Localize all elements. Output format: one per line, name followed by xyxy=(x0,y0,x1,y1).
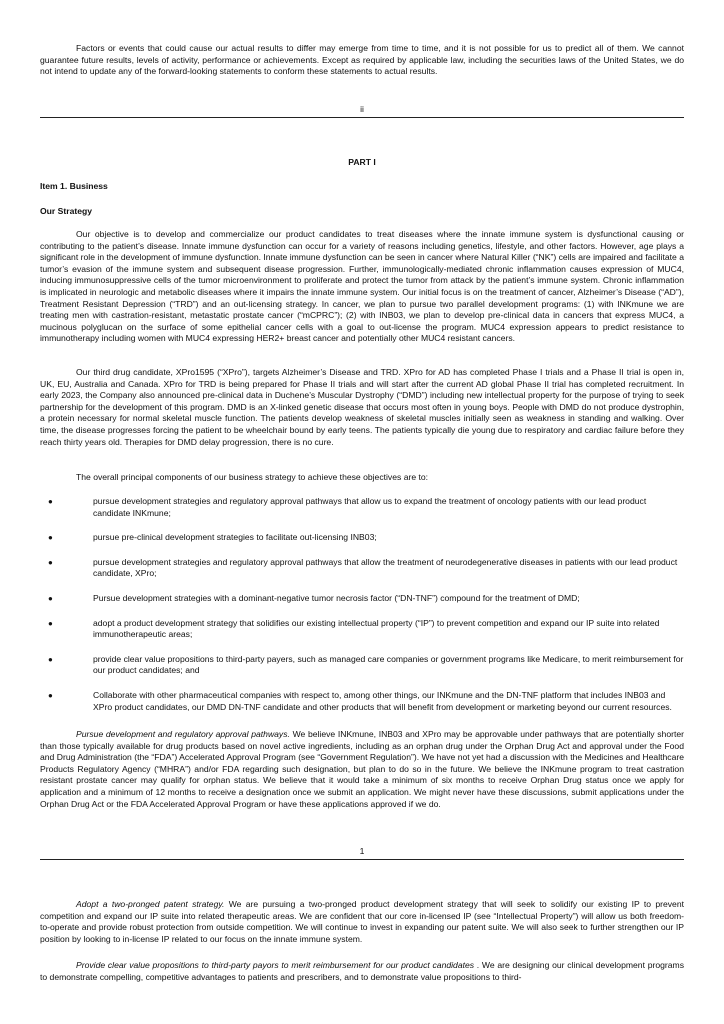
item-heading: Item 1. Business xyxy=(40,181,108,191)
pursue-block xyxy=(40,729,684,810)
bullet-text: adopt a product development strategy that solidifies our existing intellectual property (“IP”) to prevent competition and expand our IP suite into related immunotherapeutic areas; xyxy=(93,617,660,640)
bullet-dot-icon: ● xyxy=(48,533,53,543)
objective-block xyxy=(40,229,684,345)
strategy-bullet-item xyxy=(40,496,684,519)
bullet-text: Collaborate with other pharmaceutical companies with respect to, among other things, our INKmune and the DN-TNF platform that includes INB03 and XPro product candidates, our DMD DN-TNF candidate and other products that will benefit from development or marketing beyond our current resources. xyxy=(93,689,672,712)
page-number-ii: ii xyxy=(360,104,364,114)
bullet-dot-icon: ● xyxy=(48,593,53,603)
bullet-dot-icon: ● xyxy=(48,557,53,567)
strategy-bullet-item xyxy=(40,557,684,580)
bullet-text: pursue pre-clinical development strategies to facilitate out-licensing INB03; xyxy=(93,532,377,543)
bullet-text: provide clear value propositions to third-party payers, such as managed care companies or government programs like Medicare, to merit reimbursement for our product candidates; and xyxy=(93,653,684,676)
components-intro xyxy=(40,472,684,484)
bullet-dot-icon: ● xyxy=(48,690,53,700)
bullet-dot-icon: ● xyxy=(48,618,53,628)
pursue-lead: Pursue development and regulatory approval pathways. xyxy=(76,729,290,739)
value-block xyxy=(40,960,684,983)
components-intro-text: The overall principal components of our business strategy to achieve these objectives are to: xyxy=(76,472,429,482)
page-number-1: 1 xyxy=(359,846,365,856)
pursue-body: We believe INKmune, INB03 and XPro may be approvable under pathways that are potentially shorter than those typically available for drug products based on novel active ingredients, including as an orphan drug under the Orphan Drug Act and approval under the Food and Drug Administration (the “FDA”) Accelerated Approval Program (see “Government Regulation”). We have not yet had a discussion with the Medicines and Healthcare Products Regulatory Agency (“MHRA”) and/or FDA regarding such designation, but plan to do so in the future. We believe the INKmune program to treat castration resistant prostate cancer may qualify for orphan status. We believe that it would take a minimum of six months to receive Orphan Drug status once we apply for application and a minimum of 12 months to receive a designation once we submit an application. We might never have these discussions, submit applications under the Orphan Drug Act or the FDA Accelerated Approval Program or have these applications approved if we do. xyxy=(40,729,685,809)
bullet-dot-icon: ● xyxy=(48,497,53,506)
patent-block xyxy=(40,899,684,945)
strategy-bullet-list xyxy=(40,496,684,726)
strategy-bullet-item xyxy=(40,654,684,677)
part-heading: PART I xyxy=(348,157,376,167)
strategy-bullet-item xyxy=(40,532,684,544)
forward-looking-paragraph: Factors or events that could cause our actual results to differ may emerge from time to time, and it is not possible for us to predict all of them. We cannot guarantee future results, levels of activity, performance or achievements. Except as required by applicable law, including the securities laws of the United States, we do not intend to update any of the forward-looking statements to conform these statements to actual results. xyxy=(40,43,684,77)
strategy-bullet-item xyxy=(40,690,684,713)
value-body: . We are designing our clinical development programs to demonstrate compelling, competitive advantages to patients and prescribers, and to demonstrate value propositions to third- xyxy=(40,960,684,982)
patent-body: We are pursuing a two-pronged product development strategy that will seek to solidify our existing IP to prevent competition and expand our IP suite into related therapeutic areas. We are confident that our core in-licensed IP (see “Intellectual Property”) will allow us both freedom-to-operate and provide robust protection from outside competition. We will continue to invest in expanding our patent suite. We will also seek to further strengthen our IP position by looking to in-license IP related to our focus on the innate immune system. xyxy=(40,899,684,944)
strategy-bullet-item xyxy=(40,618,684,641)
page-divider-top xyxy=(40,117,684,118)
xpro-block xyxy=(40,367,684,448)
value-lead: Provide clear value propositions to third-party payors to merit reimbursement for our product candidates xyxy=(76,960,475,970)
bullet-dot-icon: ● xyxy=(48,654,53,664)
patent-lead: Adopt a two-pronged patent strategy. xyxy=(76,899,225,909)
page-divider-bottom xyxy=(40,859,684,860)
xpro-paragraph: Our third drug candidate, XPro1595 (“XPro”), targets Alzheimer’s Disease and TRD. XPro for AD has completed Phase I trials and a Phase II trial is open in, UK, EU, Australia and Canada. XPro for TRD is being prepared for Phase II trials and will start after the current AD global Phase II trial has completed recruitment. In early 2023, the Company also announced pre-clinical data in Duchene’s Muscular Dystrophy (“DMD”) including new intellectual property for the purpose of trying to seek partnership for the development of this program. DMD is an X-linked genetic disease that occurs most often in young boys. People with DMD do not produce dystrophin, a protein necessary for normal skeletal muscle function. The patients develop weakness of skeletal muscles initially seen as weakness in standing and walking. Over time, the disease progresses forcing the patient to be wheelchair bound by early teens. The patients typically die young due to respiratory and cardiac failure before they reach thirty years old. Therapies for DMD delay progression, there is no cure. xyxy=(40,367,684,447)
section-heading: Our Strategy xyxy=(40,206,93,216)
objective-paragraph: Our objective is to develop and commercialize our product candidates to treat diseases where the innate immune system is dysfunctional causing or contributing to the patient’s disease. Innate immune dysfunction can occur for a variety of reasons including genetics, lifestyle, and other factors. However, age plays a significant role in the development of immune dysfunction. Innate immune dysfunction can be seen in cancer where Natural Killer (“NK”) cells are impaired and facilitate a tumor’s evasion of the immune system and subsequent disease progression. Further, immunologically-mediated chronic inflammation causes expression of MUC4, inducing immunosuppressive cells of the tumor microenvironment to proliferate and protect the tumor from attack by the patient’s immune system. Chronic inflammation is implicated in neurologic and metabolic diseases where it impairs the innate immune system. Our initial focus is on the treatment of cancer, Alzheimer’s Disease (“AD”), Treatment Resistant Depression (“TRD”) and an out-licensing strategy. In cancer, we plan to pursue two parallel development programs: (1) with INKmune we are treating men with castration-resistant, metastatic prostate cancer (“mCPRC”); (2) with INB03, we plan to develop pre-clinical data in cancers that express MUC4, a mucinous polyglucan on the surface of some epithelial cancer cells with a goal to out-license the program. MUC4 expression appears to predict resistance to immunotherapy including women with MUC4 expressing HER2+ breast cancer and potentially other MUC4 resistant cancers. xyxy=(40,229,684,344)
bullet-text: Pursue development strategies with a dominant-negative tumor necrosis factor (“DN-TNF”) compound for the treatment of DMD; xyxy=(93,592,580,603)
bullet-text: pursue development strategies and regulatory approval pathways that allow us to expand the treatment of oncology patients with our lead product candidate INKmune; xyxy=(93,496,647,518)
bullet-text: pursue development strategies and regulatory approval pathways that allow the treatment of neurodegenerative diseases in patients with our lead product candidate, XPro; xyxy=(93,556,678,579)
strategy-bullet-item xyxy=(40,593,684,605)
intro-block xyxy=(40,43,684,78)
patent-paragraph xyxy=(40,899,684,945)
value-paragraph xyxy=(40,960,684,983)
pursue-paragraph xyxy=(40,729,684,810)
